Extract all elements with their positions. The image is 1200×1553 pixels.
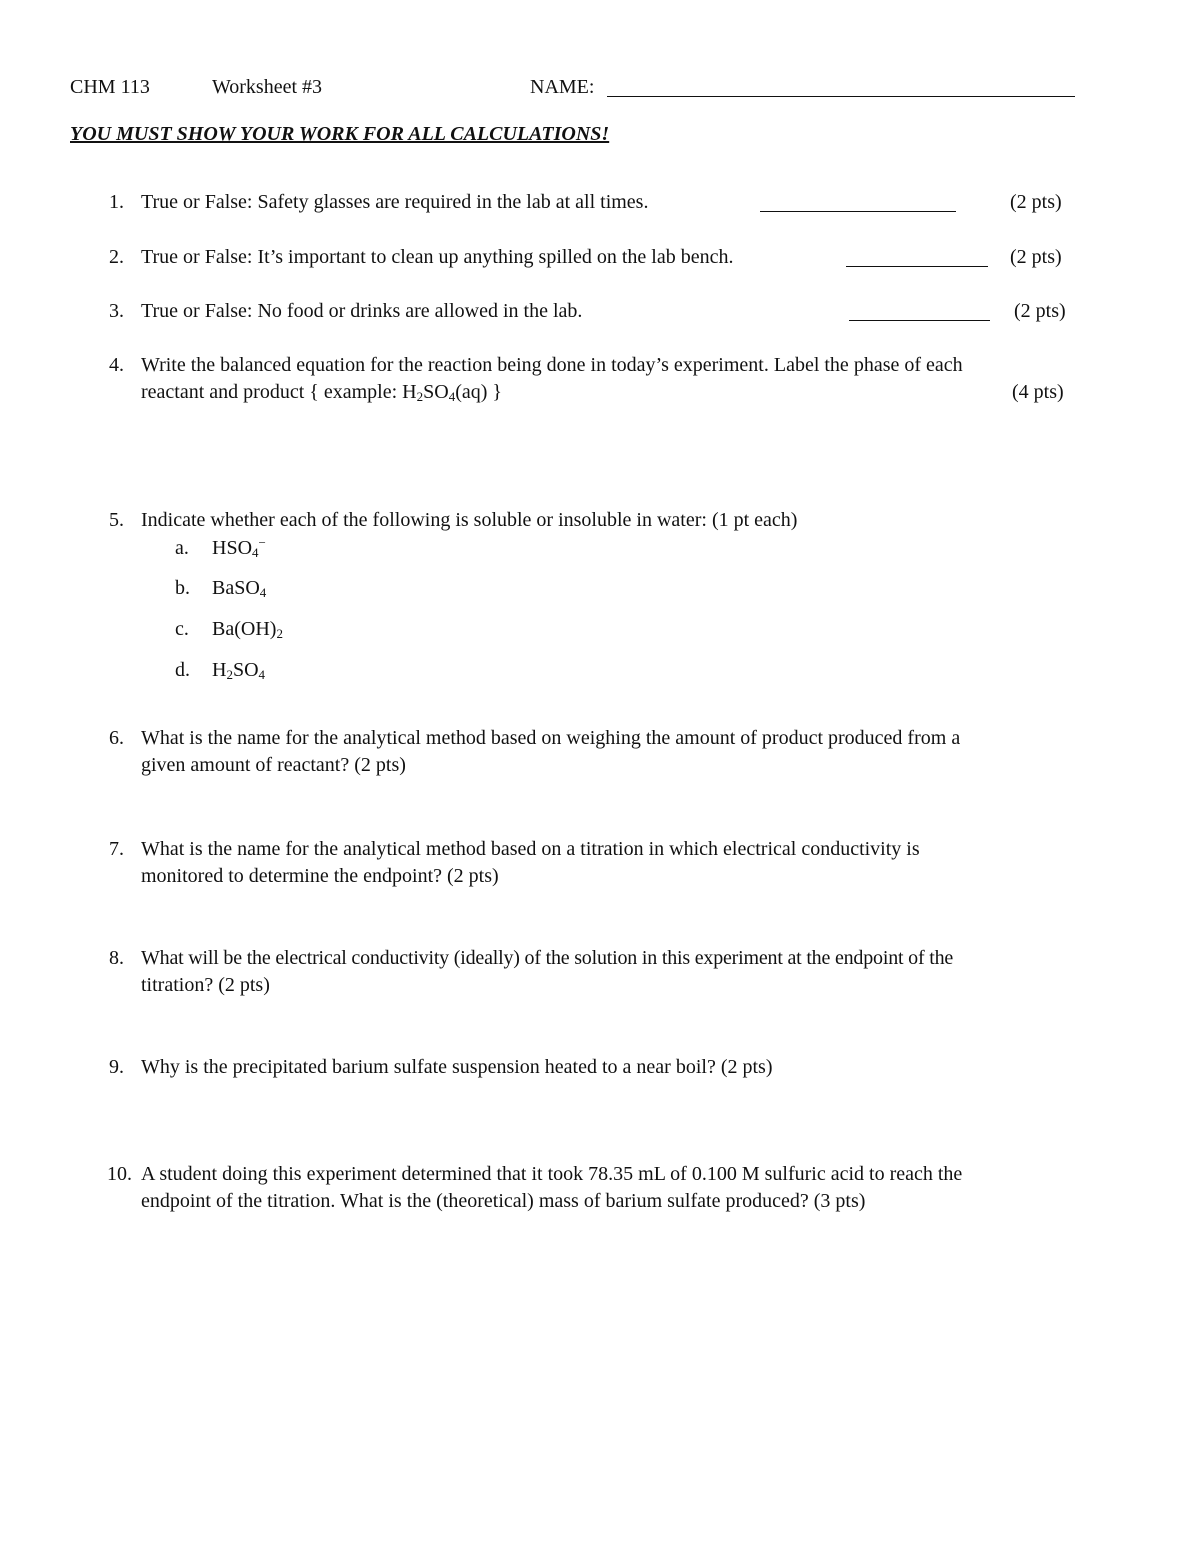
- example-subscript: 2: [416, 389, 424, 404]
- course-code: CHM 113: [70, 76, 150, 98]
- question-9-text: Why is the precipitated barium sulfate suspension heated to a near boil? (2 pts): [141, 1056, 773, 1078]
- question-number: 4.: [109, 354, 124, 376]
- question-2-points: (2 pts): [1010, 246, 1062, 268]
- question-10-line-2: endpoint of the titration. What is the (theoretical) mass of barium sulfate produced? (3 pts): [141, 1190, 866, 1212]
- answer-blank-1[interactable]: [760, 210, 956, 212]
- example-suffix: (aq) }: [455, 381, 502, 403]
- compound-hso4: $HSO_4^-$: [212, 535, 266, 560]
- question-number: 9.: [109, 1056, 124, 1078]
- item-label: a.: [175, 537, 189, 559]
- example-subscript: 4: [448, 389, 456, 404]
- question-number: 2.: [109, 246, 124, 268]
- question-8-line-1: What will be the electrical conductivity (ideally) of the solution in this experiment at the endpoint of the: [141, 947, 954, 969]
- question-3-text: True or False: No food or drinks are allowed in the lab.: [141, 300, 583, 322]
- question-8-line-2: titration? (2 pts): [141, 974, 270, 996]
- compound-h2so4: $H_2SO_4$: [212, 659, 266, 682]
- name-label: NAME:: [530, 76, 595, 98]
- question-3-points: (2 pts): [1014, 300, 1066, 322]
- item-label: c.: [175, 618, 189, 640]
- question-number: 8.: [109, 947, 124, 969]
- question-1-points: (2 pts): [1010, 191, 1062, 213]
- answer-blank-2[interactable]: [846, 265, 988, 267]
- worksheet-number: Worksheet #3: [212, 76, 323, 98]
- question-4-line-1: Write the balanced equation for the reaction being done in today’s experiment. Label the phase of each: [141, 354, 963, 376]
- question-number: 1.: [109, 191, 124, 213]
- compound-baso4: BaSO$_4$: [212, 577, 267, 600]
- question-7-line-1: What is the name for the analytical method based on a titration in which electrical conductivity is: [141, 838, 920, 860]
- example-prefix: reactant and product { example: H: [141, 381, 417, 403]
- question-number: 5.: [109, 509, 124, 531]
- question-6-line-1: What is the name for the analytical method based on weighing the amount of product produced from a: [141, 727, 961, 749]
- question-number: 7.: [109, 838, 124, 860]
- question-2-text: True or False: It’s important to clean up anything spilled on the lab bench.: [141, 246, 734, 268]
- question-5-text: Indicate whether each of the following is soluble or insoluble in water: (1 pt each): [141, 509, 798, 531]
- question-4-points: (4 pts): [1012, 381, 1064, 403]
- question-number: 3.: [109, 300, 124, 322]
- item-label: d.: [175, 659, 190, 681]
- answer-blank-3[interactable]: [849, 319, 990, 321]
- example-formula: SO: [423, 381, 449, 403]
- question-4-line-2: [141, 380, 502, 404]
- question-10-line-1: A student doing this experiment determined that it took 78.35 mL of 0.100 M sulfuric acid to reach the: [141, 1163, 963, 1185]
- item-label: b.: [175, 577, 190, 599]
- question-6-line-2: given amount of reactant? (2 pts): [141, 754, 406, 776]
- instruction-heading: YOU MUST SHOW YOUR WORK FOR ALL CALCULATIONS!: [70, 123, 610, 145]
- question-number: 6.: [109, 727, 124, 749]
- compound-baoh2: $Ba(OH)_2$: [212, 618, 283, 641]
- question-number: 10.: [107, 1163, 132, 1185]
- question-1-text: True or False: Safety glasses are required in the lab at all times.: [141, 191, 649, 213]
- question-7-line-2: monitored to determine the endpoint? (2 pts): [141, 865, 499, 887]
- name-field-blank[interactable]: [607, 95, 1075, 97]
